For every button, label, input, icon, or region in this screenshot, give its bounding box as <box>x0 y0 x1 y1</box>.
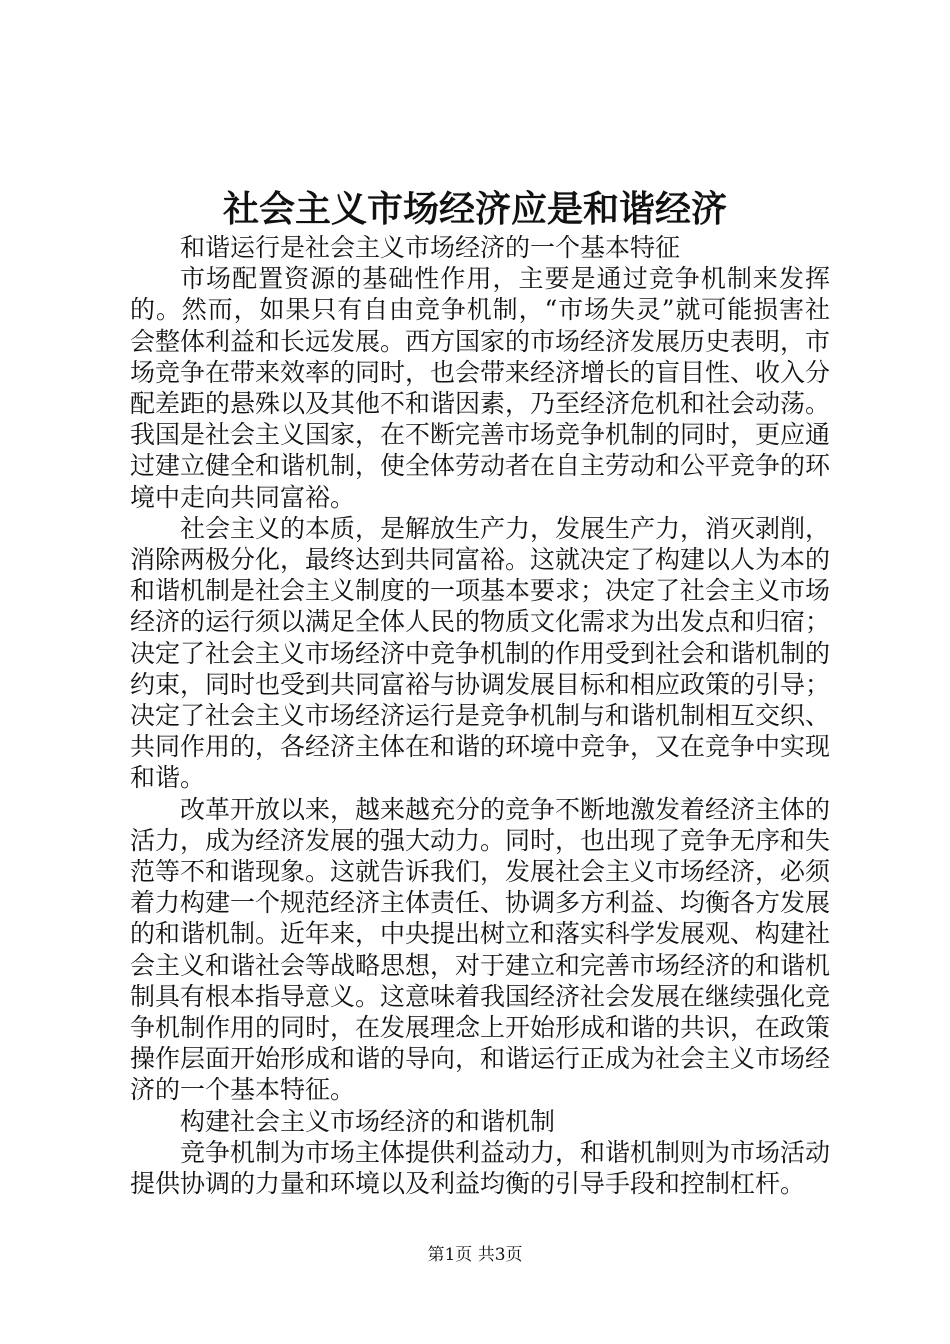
section-heading-2: 构建社会主义市场经济的和谐机制 <box>180 1106 556 1136</box>
document-title: 社会主义市场经济应是和谐经济 <box>222 188 727 230</box>
paragraph-4: 竞争机制为市场主体提供利益动力，和谐机制则为市场活动提供协调的力量和环境以及利益均衡的引导手段和控制杠杆。 <box>130 1137 831 1199</box>
paragraph-3: 改革开放以来，越来越充分的竞争不断地激发着经济主体的活力，成为经济发展的强大动力。同时，也出现了竞争无序和失范等不和谐现象。这就告诉我们，发展社会主义市场经济，必须着力构建一个规范经济主体责任、协调多方利益、均衡各方发展的和谐机制。近年来，中央提出树立和落实科学发展观、构建社会主义和谐社会等战略思想，对于建立和完善市场经济的和谐机制具有根本指导意义。这意味着我国经济社会发展在继续强化竞争机制作用的同时，在发展理念上开始形成和谐的共识，在政策操作层面开始形成和谐的导向，和谐运行正成为社会主义市场经济的一个基本特征。 <box>130 794 831 1105</box>
paragraph-1: 市场配置资源的基础性作用，主要是通过竞争机制来发挥的。然而，如果只有自由竞争机制，“市场失灵”就可能损害社会整体利益和长远发展。西方国家的市场经济发展历史表明，市场竞争在带来效率的同时，也会带来经济增长的盲目性、收入分配差距的悬殊以及其他不和谐因素，乃至经济危机和社会动荡。我国是社会主义国家，在不断完善市场竞争机制的同时，更应通过建立健全和谐机制，使全体劳动者在自主劳动和公平竞争的环境中走向共同富裕。 <box>130 264 831 512</box>
page-footer: 第1页 共3页 <box>427 1245 523 1265</box>
document-body <box>130 232 830 1199</box>
paragraph-2: 社会主义的本质，是解放生产力，发展生产力，消灭剥削，消除两极分化，最终达到共同富裕。这就决定了构建以人为本的和谐机制是社会主义制度的一项基本要求；决定了社会主义市场经济的运行须以满足全体人民的物质文化需求为出发点和归宿；决定了社会主义市场经济中竞争机制的作用受到社会和谐机制的约束，同时也受到共同富裕与协调发展目标和相应政策的引导；决定了社会主义市场经济运行是竞争机制与和谐机制相互交织、共同作用的，各经济主体在和谐的环境中竞争，又在竞争中实现和谐。 <box>130 513 831 793</box>
section-heading-1: 和谐运行是社会主义市场经济的一个基本特征 <box>180 233 681 262</box>
